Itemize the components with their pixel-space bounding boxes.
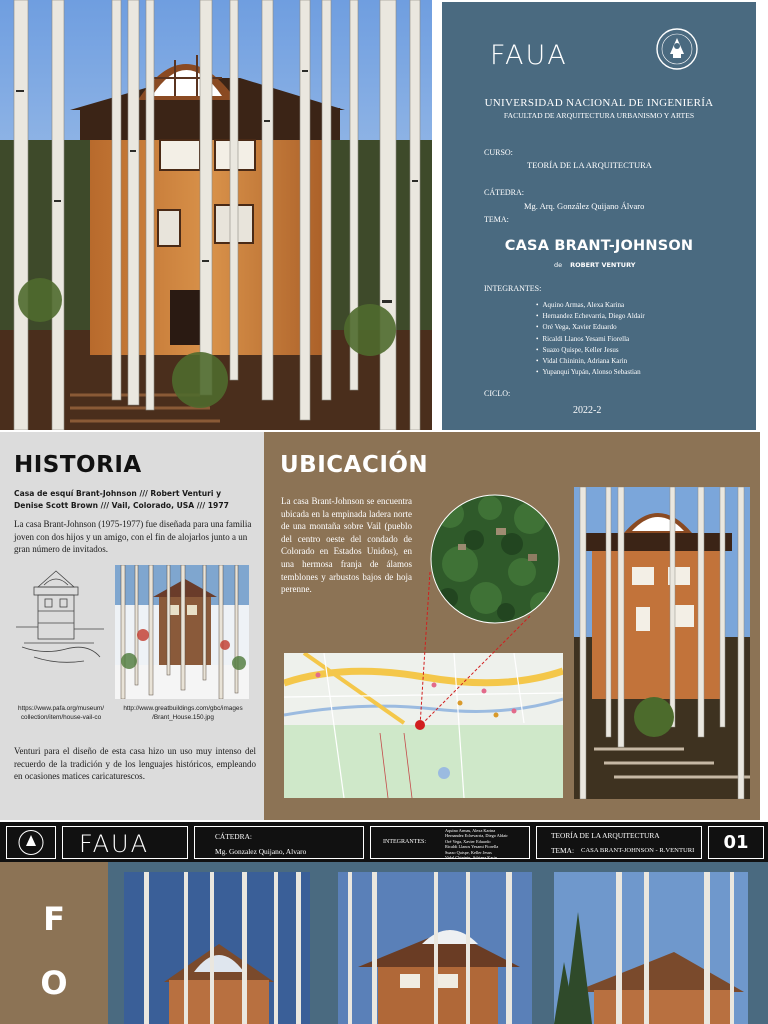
historia-paragraph-1: La casa Brant-Johnson (1975-1977) fue diseñada para una familia joven con dos hijos y un amigo, con el fin de alojarlos junto a un gran número de invitados. [14,519,252,554]
gallery-photo-1 [124,872,310,1024]
faua-logo: FAUA [490,40,568,71]
university-name: UNIVERSIDAD NACIONAL DE INGENIERÍA [484,97,714,109]
list-item: Ricaldi Llanos Yesami Fiorella [445,844,499,850]
list-item: • Suazo Quispe, Keller Jesus [536,345,645,356]
university-seal-icon [7,827,55,858]
list-item: Suazo Quispe, Keller Jesus [445,849,492,855]
seal-box [6,826,56,859]
catedra-box [194,826,364,859]
gallery-photo-3 [554,872,748,1024]
house-sketch-image [14,565,108,673]
house-painting-image [115,565,249,699]
tema-value: CASA BRANT-JOHNSON - R.VENTURI [581,847,695,854]
bottom-section [0,862,768,1024]
caption-line: /Brant_House.150.jpg [152,714,214,721]
integrantes-box [370,826,530,859]
caption-line: https://www.pafa.org/museum/ [18,705,104,712]
list-item: • Vidal Chininin, Adriana Karin [536,356,645,367]
house-photo-2 [574,487,750,799]
ubicacion-section [264,432,760,820]
catedra-label: CÁTEDRA: [215,832,252,841]
integrantes-list [536,300,645,378]
ciclo-label: CICLO: [484,389,511,398]
integrantes-label: INTEGRANTES: [383,839,426,845]
historia-subtitle: Casa de esquí Brant-Johnson /// Robert Venturi y Denise Scott Brown /// Vail, Colorado, USA /// 1977 [14,489,229,510]
list-item: • Yupanqui Yupán, Alonso Sebastian [536,367,645,378]
historia-title: HISTORIA [14,452,142,478]
tema-label: TEMA: [551,846,574,855]
list-item: Aquino Armas, Alexa Karina [445,828,496,833]
list-item: • Ricaldi Llanos Yesami Fiorella [536,334,645,345]
ubicacion-title: UBICACIÓN [280,452,429,478]
side-letter-o: O [40,964,68,1002]
list-item: Vidal Chininin, Adriana Karin [445,855,498,861]
page-number: 01 [723,832,749,853]
catedra-label: CÁTEDRA: [484,188,524,197]
gallery-photo-2 [338,872,532,1024]
curso-value: TEORÍA DE LA ARQUITECTURA [527,160,652,170]
author-prefix: de [554,261,563,269]
author-name: ROBERT VENTURY [570,261,636,269]
list-item: Oré Vega, Xavier Eduardo [445,838,491,844]
list-item: • Hernandez Echevarria, Diego Aldair [536,311,645,322]
tema-label: TEMA: [484,215,509,224]
faculty-name: FACULTAD DE ARQUITECTURA URBANISMO Y ARTES [503,111,695,120]
ciclo-value: 2022-2 [573,405,602,416]
topic-title: CASA BRANT-JOHNSON [504,238,694,254]
topic-author [554,261,635,269]
hero-house-photo [0,0,432,430]
list-item: • Aquino Armas, Alexa Karina [536,300,645,311]
page-number-box [708,826,764,859]
catedra-value: Mg. Gonzalez Quijano, Alvaro [215,847,307,856]
ubicacion-paragraph: La casa Brant-Johnson se encuentra ubicada en la empinada ladera norte de una montaña sobre Vail (pueblo del centro oeste del condado de Colorado en Estados Unidos), en una hermosa franja de álamos temblones y arbustos bajos de hoja perenne. [281,496,412,595]
image-caption-2 [113,704,253,722]
curso-label: CURSO: [484,148,513,157]
footer-strip [0,822,768,862]
integrantes-label: INTEGRANTES: [484,284,542,293]
caption-line: collection/item/house-vail-co [20,714,102,721]
integrantes-mini-list [445,828,508,860]
historia-paragraph-2: Venturi para el diseño de esta casa hizo un uso muy intenso del recuerdo de la tradición y de los lenguajes históricos, empleando en ocasiones matices caricaturescos. [14,746,256,781]
university-seal-icon [654,20,700,78]
image-caption-1 [14,704,108,722]
cover-card [442,2,756,430]
course-box [536,826,702,859]
course-name: TEORÍA DE LA ARQUITECTURA [551,831,660,840]
historia-section [0,432,264,820]
catedra-value: Mg. Arq. González Quijano Álvaro [524,201,645,211]
side-letter-f: F [43,900,65,938]
faua-logo: FAUA [79,830,150,858]
logo-box [62,826,188,859]
list-item: Hernandez Echevarria, Diego Aldair [445,833,508,839]
list-item: • Oré Vega, Xavier Eduardo [536,322,645,333]
side-title-bar [0,862,108,1024]
caption-line: http://www.greatbuildings.com/gbc/images [123,705,243,712]
